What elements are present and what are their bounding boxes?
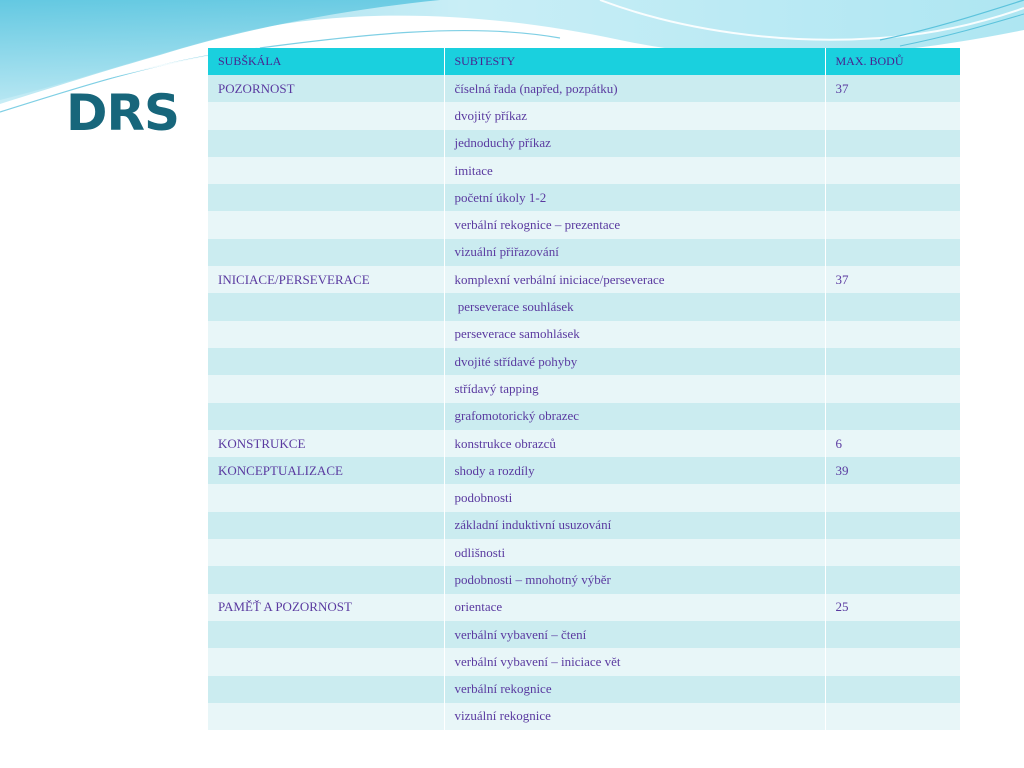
cell-subtest: základní induktivní usuzování [444, 512, 825, 539]
cell-subtest: perseverace samohlásek [444, 321, 825, 348]
cell-subscale: POZORNOST [208, 75, 444, 102]
header-subtests: SUBTESTY [444, 48, 825, 75]
cell-subtest: číselná řada (napřed, pozpátku) [444, 75, 825, 102]
table-row [208, 484, 960, 511]
cell-max: 6 [825, 430, 960, 457]
table-row [208, 375, 960, 402]
cell-subtest: verbální rekognice [444, 676, 825, 703]
cell-max [825, 102, 960, 129]
cell-subtest: verbální vybavení – iniciace vět [444, 648, 825, 675]
cell-max: 25 [825, 594, 960, 621]
cell-max [825, 321, 960, 348]
header-subscale: SUBŠKÁLA [208, 48, 444, 75]
cell-max [825, 184, 960, 211]
table-row [208, 321, 960, 348]
table-row [208, 539, 960, 566]
cell-max [825, 539, 960, 566]
cell-subscale: PAMĚŤ A POZORNOST [208, 594, 444, 621]
cell-subscale: KONSTRUKCE [208, 430, 444, 457]
table-row [208, 512, 960, 539]
cell-subscale [208, 348, 444, 375]
cell-max [825, 484, 960, 511]
table-row [208, 102, 960, 129]
table-header-row [208, 48, 960, 75]
table-row [208, 403, 960, 430]
header-max-points: MAX. BODŮ [825, 48, 960, 75]
cell-subscale [208, 621, 444, 648]
cell-max [825, 239, 960, 266]
cell-subscale [208, 293, 444, 320]
table-row [208, 621, 960, 648]
cell-subscale [208, 321, 444, 348]
table-row [208, 676, 960, 703]
cell-subscale [208, 211, 444, 238]
cell-subscale [208, 102, 444, 129]
table-row [208, 293, 960, 320]
cell-max [825, 676, 960, 703]
cell-subtest: konstrukce obrazců [444, 430, 825, 457]
table-row [208, 457, 960, 484]
cell-subtest: komplexní verbální iniciace/perseverace [444, 266, 825, 293]
table-row [208, 75, 960, 102]
cell-subscale [208, 157, 444, 184]
cell-subscale [208, 130, 444, 157]
cell-subtest: dvojitý příkaz [444, 102, 825, 129]
cell-subscale [208, 484, 444, 511]
cell-max: 37 [825, 266, 960, 293]
cell-subscale [208, 375, 444, 402]
table-row [208, 157, 960, 184]
cell-max [825, 293, 960, 320]
cell-subtest: vizuální přiřazování [444, 239, 825, 266]
table-row [208, 211, 960, 238]
cell-subtest: střídavý tapping [444, 375, 825, 402]
cell-max [825, 348, 960, 375]
cell-max [825, 211, 960, 238]
cell-subtest: podobnosti – mnohotný výběr [444, 566, 825, 593]
cell-subtest: verbální rekognice – prezentace [444, 211, 825, 238]
table-row [208, 130, 960, 157]
cell-subtest: jednoduchý příkaz [444, 130, 825, 157]
table-row [208, 566, 960, 593]
cell-subtest: početní úkoly 1-2 [444, 184, 825, 211]
cell-max [825, 157, 960, 184]
cell-subscale [208, 512, 444, 539]
cell-subscale [208, 403, 444, 430]
cell-max [825, 403, 960, 430]
cell-max [825, 566, 960, 593]
table-row [208, 703, 960, 730]
cell-subscale [208, 648, 444, 675]
cell-subtest: imitace [444, 157, 825, 184]
cell-subscale [208, 703, 444, 730]
cell-max [825, 130, 960, 157]
table-row [208, 348, 960, 375]
cell-subtest: odlišnosti [444, 539, 825, 566]
cell-subtest: perseverace souhlásek [444, 293, 825, 320]
cell-subscale: KONCEPTUALIZACE [208, 457, 444, 484]
cell-subtest: orientace [444, 594, 825, 621]
cell-subscale [208, 676, 444, 703]
table-row [208, 594, 960, 621]
table-row [208, 184, 960, 211]
cell-subscale [208, 239, 444, 266]
cell-subtest: verbální vybavení – čtení [444, 621, 825, 648]
cell-max [825, 512, 960, 539]
cell-max: 37 [825, 75, 960, 102]
cell-subtest: dvojité střídavé pohyby [444, 348, 825, 375]
cell-subtest: podobnosti [444, 484, 825, 511]
cell-subscale: INICIACE/PERSEVERACE [208, 266, 444, 293]
table-row [208, 430, 960, 457]
table-row [208, 648, 960, 675]
cell-subtest: vizuální rekognice [444, 703, 825, 730]
slide-title: DRS [66, 84, 180, 142]
cell-subscale [208, 184, 444, 211]
table-row [208, 239, 960, 266]
table-row [208, 266, 960, 293]
drs-table [208, 48, 961, 730]
cell-max [825, 375, 960, 402]
cell-max [825, 621, 960, 648]
cell-max [825, 703, 960, 730]
cell-max [825, 648, 960, 675]
cell-subtest: shody a rozdíly [444, 457, 825, 484]
cell-max: 39 [825, 457, 960, 484]
cell-subscale [208, 539, 444, 566]
cell-subtest: grafomotorický obrazec [444, 403, 825, 430]
cell-subscale [208, 566, 444, 593]
